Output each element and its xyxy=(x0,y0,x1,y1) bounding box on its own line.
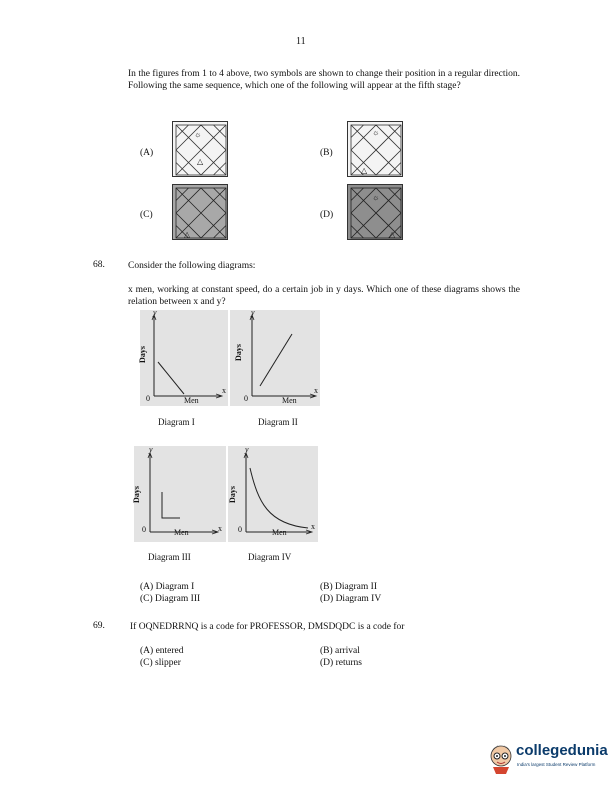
collegedunia-logo xyxy=(486,738,606,778)
diagram-3 xyxy=(131,445,226,542)
diagram-3-origin: 0 xyxy=(142,525,146,534)
q68-number: 68. xyxy=(93,260,105,270)
q67-option-b-label: (B) xyxy=(320,148,333,158)
diagram-2-caption: Diagram II xyxy=(258,417,298,427)
q68-option-b: (B) Diagram II xyxy=(320,582,377,592)
diagram-4-curve xyxy=(250,468,308,528)
q69-number: 69. xyxy=(93,621,105,631)
diagram-4-x-axis: x xyxy=(311,522,315,531)
diagram-1-ylabel: Days xyxy=(137,346,147,363)
diagram-1-caption: Diagram I xyxy=(158,417,195,427)
sun-symbol-icon: ☼ xyxy=(194,130,202,139)
triangle-symbol-icon: △ xyxy=(389,230,396,239)
diagram-2-y-axis: y xyxy=(251,308,255,317)
triangle-symbol-icon: △ xyxy=(361,166,368,175)
diagram-4-origin: 0 xyxy=(238,525,242,534)
diagram-1-origin: 0 xyxy=(146,394,150,403)
diagram-2-line xyxy=(260,334,292,386)
diagram-2-ylabel: Days xyxy=(233,344,243,361)
page-number: 11 xyxy=(296,36,306,47)
diagram-4-caption: Diagram IV xyxy=(248,552,292,562)
diagram-1-line xyxy=(158,362,184,394)
q68-text: x men, working at constant speed, do a certain job in y days. Which one of these diagrams shows the relation between x and y? xyxy=(128,285,520,307)
diagram-3-xlabel: Men xyxy=(174,528,189,537)
triangle-symbol-icon: △ xyxy=(184,230,191,239)
q67-option-d-label: (D) xyxy=(320,210,334,220)
q69-option-a: (A) entered xyxy=(140,646,184,656)
triangle-symbol-icon: △ xyxy=(197,157,204,166)
q68-option-c: (C) Diagram III xyxy=(140,594,201,604)
diagram-1-y-axis: y xyxy=(153,308,157,317)
sun-symbol-icon: ☼ xyxy=(372,193,380,202)
q67-figure-b xyxy=(347,121,403,177)
diagram-3-line xyxy=(162,492,180,518)
diagram-2 xyxy=(230,310,320,406)
q67-text: In the figures from 1 to 4 above, two symbols are shown to change their position in a regular direction. Following the same sequence, which one of the following will appear at the fifth stage? xyxy=(128,69,520,91)
q69-option-c: (C) slipper xyxy=(140,658,181,668)
diagram-2-xlabel: Men xyxy=(282,396,297,405)
q69-option-b: (B) arrival xyxy=(320,646,360,656)
diagram-4-ylabel: Days xyxy=(227,486,237,503)
sun-symbol-icon: ☼ xyxy=(372,128,380,137)
diagram-3-ylabel: Days xyxy=(131,486,141,503)
q67-figure-c xyxy=(172,184,228,240)
diagram-4 xyxy=(228,446,318,542)
diagram-4-xlabel: Men xyxy=(272,528,287,537)
logo-name: collegedunia xyxy=(516,742,608,759)
pattern-grid-icon xyxy=(173,185,229,241)
q68-option-a: (A) Diagram I xyxy=(140,582,195,592)
q68-option-d: (D) Diagram IV xyxy=(320,594,382,604)
diagram-3-x-axis: x xyxy=(218,524,222,533)
diagram-1-x-axis: x xyxy=(222,386,226,395)
q67-option-c-label: (C) xyxy=(140,210,153,220)
logo-tagline: India's largest Student Review Platform xyxy=(517,762,596,767)
mascot-icon xyxy=(486,738,516,776)
q67-option-a-label: (A) xyxy=(140,148,154,158)
diagram-2-x-axis: x xyxy=(314,386,318,395)
q68-intro: Consider the following diagrams: xyxy=(128,261,256,271)
diagram-4-y-axis: y xyxy=(245,445,249,454)
diagram-1-xlabel: Men xyxy=(184,396,199,405)
diagram-3-y-axis: y xyxy=(149,445,153,454)
q69-option-d: (D) returns xyxy=(320,658,362,668)
diagram-3-caption: Diagram III xyxy=(148,552,191,562)
diagram-1 xyxy=(137,308,228,406)
q67-figure-d xyxy=(347,184,403,240)
diagram-2-origin: 0 xyxy=(244,394,248,403)
q69-text: If OQNEDRRNQ is a code for PROFESSOR, DMSDQDC is a code for xyxy=(130,622,405,632)
q67-figure-a xyxy=(172,121,228,177)
